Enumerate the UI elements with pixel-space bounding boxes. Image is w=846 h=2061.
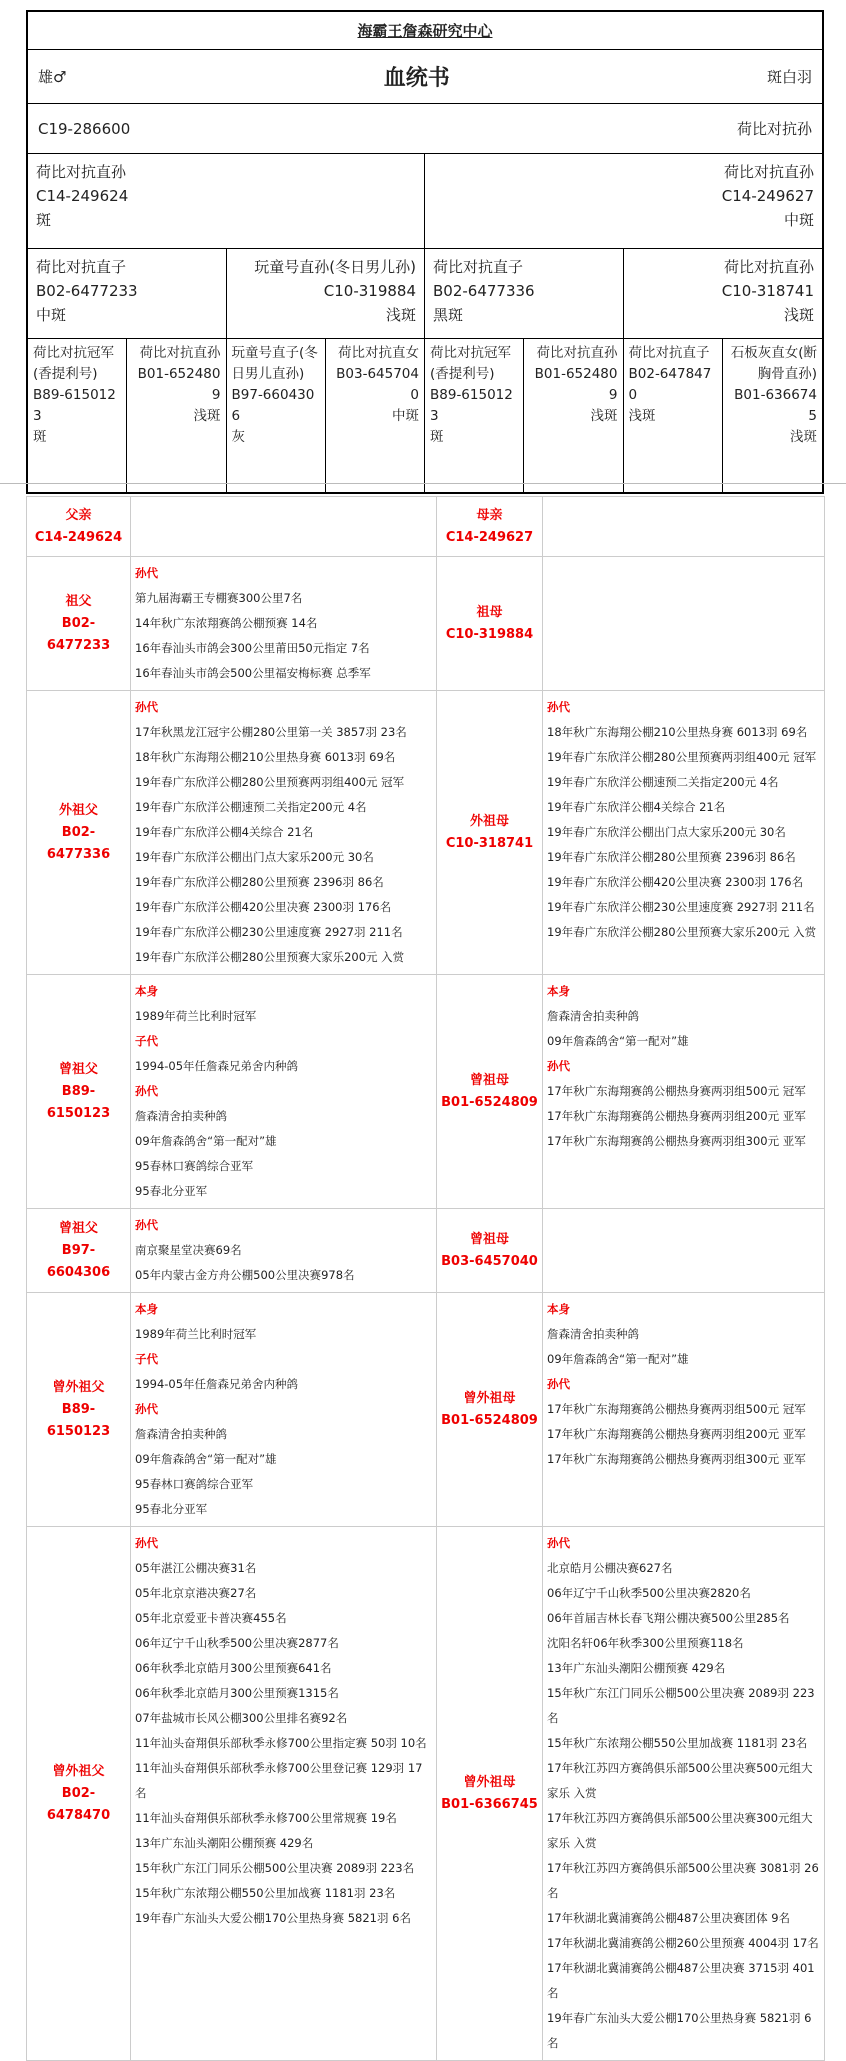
relation-label: 曾祖父 <box>58 1220 98 1236</box>
ancestor-label-cell <box>27 1209 131 1293</box>
achievement-line: 19年春广东汕头大爱公棚170公里热身赛 5821羽 6名 <box>135 1911 411 1925</box>
achievement-line: 19年春广东欣洋公棚280公里预赛两羽组400元 冠军 <box>547 750 817 764</box>
section-heading: 孙代 <box>547 1377 570 1391</box>
achievement-line: 13年广东汕头潮阳公棚预赛 429名 <box>135 1836 314 1850</box>
ancestor-color: 中斑 <box>783 211 814 229</box>
ancestor-color: 中斑 <box>392 408 419 424</box>
achievements-cell <box>131 497 437 557</box>
ancestor-label-cell <box>27 691 131 975</box>
record-row <box>27 1527 825 2061</box>
achievement-line: 詹森清舍拍卖种鸽 <box>547 1009 639 1023</box>
ancestor-color: 斑 <box>36 211 52 229</box>
achievement-line: 95春林口赛鸽综合亚军 <box>135 1159 254 1173</box>
achievement-line: 19年春广东欣洋公棚4关综合 21名 <box>135 825 314 839</box>
relation-label: 祖父 <box>65 593 92 609</box>
achievement-line: 13年广东汕头潮阳公棚预赛 429名 <box>547 1661 726 1675</box>
ancestor-cell <box>624 249 823 338</box>
center-title[interactable]: 海霸王詹森研究中心 <box>357 22 493 40</box>
relation-ring: B89-6150123 <box>46 1401 111 1439</box>
center-title-row <box>28 12 822 50</box>
ancestor-cell <box>524 339 623 492</box>
relation-label: 父亲 <box>65 507 92 523</box>
achievement-line: 11年汕头奋翔俱乐部秋季永修700公里常规赛 19名 <box>135 1811 397 1825</box>
achievement-line: 1989年荷兰比利时冠军 <box>135 1009 257 1023</box>
achievement-line: 19年春广东欣洋公棚280公里预赛大家乐200元 入赏 <box>547 925 817 939</box>
section-divider <box>0 483 846 484</box>
ancestor-label-cell <box>27 1527 131 2061</box>
achievements-cell <box>543 1293 825 1527</box>
relation-ring: C10-318741 <box>445 835 534 851</box>
document-title: 血统书 <box>383 66 450 91</box>
ancestor-cell <box>227 249 426 338</box>
achievement-line: 17年秋广东海翔赛鸽公棚热身赛两羽组300元 亚军 <box>547 1134 806 1148</box>
ancestry-records-table <box>26 496 825 2061</box>
ancestor-color: 浅斑 <box>783 306 814 324</box>
achievement-line: 15年秋广东江门同乐公棚500公里决赛 2089羽 223名 <box>135 1861 415 1875</box>
parents-row <box>28 154 822 249</box>
record-row <box>27 975 825 1209</box>
ancestor-color: 灰 <box>231 429 245 445</box>
section-heading: 孙代 <box>135 566 158 580</box>
record-row <box>27 691 825 975</box>
ancestor-cell <box>723 339 822 492</box>
achievement-line: 19年春广东欣洋公棚280公里预赛两羽组400元 冠军 <box>135 775 405 789</box>
ancestor-ring: C14-249627 <box>721 187 814 205</box>
achievement-line: 17年秋江苏四方赛鸽俱乐部500公里决赛 3081羽 26名 <box>547 1861 819 1900</box>
achievement-line: 17年秋广东海翔赛鸽公棚热身赛两羽组500元 冠军 <box>547 1402 806 1416</box>
relation-label: 祖母 <box>476 604 503 620</box>
achievement-line: 18年秋广东海翔公棚210公里热身赛 6013羽 69名 <box>547 725 808 739</box>
ancestor-name: 石板灰直女(断胸骨直孙) <box>730 345 817 382</box>
ancestor-name: 荷比对抗直子 <box>628 345 710 361</box>
record-row <box>27 557 825 691</box>
section-heading: 孙代 <box>135 1218 158 1232</box>
achievement-line: 09年詹森鸽舍“第一配对”雄 <box>135 1452 277 1466</box>
ancestor-label-cell <box>27 1293 131 1527</box>
achievement-line: 17年秋广东海翔赛鸽公棚热身赛两羽组200元 亚军 <box>547 1109 806 1123</box>
ancestor-cell <box>127 339 226 492</box>
achievements-cell <box>543 1209 825 1293</box>
achievement-line: 19年春广东欣洋公棚出门点大家乐200元 30名 <box>135 850 374 864</box>
achievement-line: 19年春广东欣洋公棚230公里速度赛 2927羽 211名 <box>135 925 403 939</box>
ancestor-ring: B01-6524809 <box>137 366 221 403</box>
ancestor-ring: B02-6478470 <box>628 366 712 403</box>
ancestor-name: 荷比对抗冠军(香提利号) <box>430 345 511 382</box>
achievements-cell <box>543 691 825 975</box>
relation-ring: B97-6604306 <box>46 1242 111 1280</box>
relation-label: 曾外祖父 <box>52 1763 105 1779</box>
ancestor-color: 浅斑 <box>590 408 618 424</box>
achievement-line: 19年春广东欣洋公棚4关综合 21名 <box>547 800 726 814</box>
ancestor-name: 荷比对抗直女 <box>338 345 419 361</box>
achievement-line: 19年春广东欣洋公棚速预二关指定200元 4名 <box>135 800 367 814</box>
achievement-line: 15年秋广东江门同乐公棚500公里决赛 2089羽 223名 <box>547 1686 815 1725</box>
relation-ring: B89-6150123 <box>46 1083 111 1121</box>
achievement-line: 17年秋湖北冀浦赛鸽公棚487公里决赛 3715羽 401名 <box>547 1961 815 2000</box>
achievement-line: 95春林口赛鸽综合亚军 <box>135 1477 254 1491</box>
achievement-line: 詹森清舍拍卖种鸽 <box>547 1327 639 1341</box>
achievement-line: 19年春广东欣洋公棚280公里预赛大家乐200元 入赏 <box>135 950 405 964</box>
ancestor-color: 浅斑 <box>628 408 656 424</box>
ancestor-ring: C14-249624 <box>36 187 129 205</box>
achievement-line: 17年秋广东海翔赛鸽公棚热身赛两羽组200元 亚军 <box>547 1427 806 1441</box>
achievement-line: 北京皓月公棚决赛627名 <box>547 1561 673 1575</box>
ancestor-color: 斑 <box>430 429 444 445</box>
achievement-line: 17年秋江苏四方赛鸽俱乐部500公里决赛300元组大家乐 入赏 <box>547 1811 813 1850</box>
ancestor-name: 荷比对抗直孙 <box>536 345 618 361</box>
relation-ring: C10-319884 <box>445 626 534 642</box>
achievement-line: 19年春广东欣洋公棚230公里速度赛 2927羽 211名 <box>547 900 815 914</box>
relation-ring: B02-6477336 <box>46 824 111 862</box>
achievement-line: 19年春广东欣洋公棚280公里预赛 2396羽 86名 <box>547 850 796 864</box>
ancestor-label-cell <box>27 557 131 691</box>
achievement-line: 15年秋广东浓翔公棚550公里加战赛 1181羽 23名 <box>135 1886 396 1900</box>
ancestor-ring: B97-6604306 <box>231 387 315 424</box>
ancestor-label-cell <box>437 691 543 975</box>
achievement-line: 17年秋黑龙江冠宇公棚280公里第一关 3857羽 23名 <box>135 725 407 739</box>
relation-label: 母亲 <box>476 507 503 523</box>
ancestor-label-cell <box>437 1209 543 1293</box>
ancestor-cell <box>28 249 227 338</box>
pedigree-chart <box>26 10 824 494</box>
ancestor-color: 浅斑 <box>790 429 817 445</box>
achievement-line: 1994-05年任詹森兄弟舍内种鸽 <box>135 1377 299 1391</box>
section-heading: 本身 <box>135 984 158 998</box>
ring-number: C19-286600 <box>38 119 131 138</box>
achievement-line: 17年秋广东海翔赛鸽公棚热身赛两羽组500元 冠军 <box>547 1084 806 1098</box>
section-heading: 孙代 <box>547 1536 570 1550</box>
ancestor-name: 荷比对抗冠军(香提利号) <box>33 345 114 382</box>
achievement-line: 1989年荷兰比利时冠军 <box>135 1327 257 1341</box>
section-heading: 孙代 <box>135 1084 158 1098</box>
achievement-line: 06年辽宁千山秋季500公里决赛2820名 <box>547 1586 751 1600</box>
color-label: 斑白羽 <box>766 68 812 86</box>
achievement-line: 05年内蒙古金方舟公棚500公里决赛978名 <box>135 1268 355 1282</box>
ancestor-ring: C10-319884 <box>323 282 416 300</box>
ancestor-label-cell <box>27 497 131 557</box>
ancestor-ring: B89-6150123 <box>430 387 513 424</box>
achievements-cell <box>131 557 437 691</box>
achievement-line: 05年湛江公棚决赛31名 <box>135 1561 257 1575</box>
relation-ring: B01-6524809 <box>441 1094 538 1110</box>
ring-row <box>28 104 822 154</box>
record-row <box>27 497 825 557</box>
achievement-line: 15年秋广东浓翔公棚550公里加战赛 1181羽 23名 <box>547 1736 808 1750</box>
section-heading: 孙代 <box>547 1059 570 1073</box>
section-heading: 孙代 <box>135 700 158 714</box>
ancestor-cell <box>425 154 822 248</box>
achievements-cell <box>131 1293 437 1527</box>
ancestor-name: 荷比对抗直孙 <box>723 163 814 181</box>
achievements-cell <box>131 1527 437 2061</box>
relation-label: 曾祖父 <box>58 1061 98 1077</box>
ancestor-color: 黑斑 <box>433 306 464 324</box>
ancestor-label-cell <box>437 1527 543 2061</box>
achievement-line: 09年詹森鸽舍“第一配对”雄 <box>547 1034 689 1048</box>
ancestor-ring: B02-6477336 <box>433 282 535 300</box>
achievement-line: 07年盐城市长风公棚300公里排名赛92名 <box>135 1711 348 1725</box>
relation-label: 外祖母 <box>469 813 509 829</box>
achievement-line: 19年春广东欣洋公棚420公里决赛 2300羽 176名 <box>547 875 804 889</box>
achievements-cell <box>131 1209 437 1293</box>
achievements-cell <box>543 557 825 691</box>
achievement-line: 16年春汕头市鸽会500公里福安梅标赛 总季军 <box>135 666 371 680</box>
ancestor-ring: B01-6524809 <box>534 366 618 403</box>
achievement-line: 第九届海霸王专棚赛300公里7名 <box>135 591 303 605</box>
achievement-line: 16年春汕头市鸽会300公里莆田50元指定 7名 <box>135 641 370 655</box>
relation-label: 曾祖母 <box>469 1072 509 1088</box>
ancestor-ring: B03-6457040 <box>336 366 419 403</box>
great-grandparents-row <box>28 339 822 492</box>
relation-ring: C14-249627 <box>445 529 534 545</box>
relation-ring: B02-6477233 <box>46 615 111 653</box>
achievement-line: 詹森清舍拍卖种鸽 <box>135 1427 227 1441</box>
achievements-cell <box>543 1527 825 2061</box>
achievement-line: 14年秋广东浓翔赛鸽公棚预赛 14名 <box>135 616 318 630</box>
section-heading: 孙代 <box>135 1536 158 1550</box>
achievement-line: 09年詹森鸽舍“第一配对”雄 <box>135 1134 277 1148</box>
section-heading: 孙代 <box>547 700 570 714</box>
achievements-cell <box>131 691 437 975</box>
ancestor-name: 玩童号直孙(冬日男儿孙) <box>254 258 416 276</box>
relation-label: 外祖父 <box>58 802 98 818</box>
header-row <box>28 50 822 104</box>
achievements-cell <box>131 975 437 1209</box>
achievement-line: 17年秋湖北冀浦赛鸽公棚260公里预赛 4004羽 17名 <box>547 1936 819 1950</box>
achievement-line: 95春北分亚军 <box>135 1502 208 1516</box>
section-heading: 子代 <box>135 1352 158 1366</box>
relation-ring: B01-6366745 <box>441 1796 538 1812</box>
ancestor-color: 浅斑 <box>193 408 221 424</box>
strain-label: 荷比对抗孙 <box>736 120 812 138</box>
ancestor-name: 荷比对抗直孙 <box>139 345 221 361</box>
relation-label: 曾外祖父 <box>52 1379 105 1395</box>
achievement-line: 11年汕头奋翔俱乐部秋季永修700公里指定赛 50羽 10名 <box>135 1736 427 1750</box>
ancestor-label-cell <box>437 1293 543 1527</box>
achievement-line: 沈阳名轩06年秋季300公里预赛118名 <box>547 1636 744 1650</box>
ancestor-name: 荷比对抗直子 <box>433 258 524 276</box>
achievement-line: 09年詹森鸽舍“第一配对”雄 <box>547 1352 689 1366</box>
record-row <box>27 1209 825 1293</box>
achievement-line: 05年北京爱亚卡普决赛455名 <box>135 1611 287 1625</box>
ancestor-cell <box>227 339 326 492</box>
achievement-line: 06年首届吉林长春飞翔公棚决赛500公里285名 <box>547 1611 790 1625</box>
relation-ring: B03-6457040 <box>441 1253 538 1269</box>
achievement-line: 1994-05年任詹森兄弟舍内种鸽 <box>135 1059 299 1073</box>
ancestor-name: 玩童号直子(冬日男儿直孙) <box>231 345 318 382</box>
ancestor-cell <box>624 339 723 492</box>
achievement-line: 19年春广东欣洋公棚速预二关指定200元 4名 <box>547 775 779 789</box>
grandparents-row <box>28 249 822 339</box>
achievement-line: 詹森清舍拍卖种鸽 <box>135 1109 227 1123</box>
sex-label: 雄♂ <box>38 68 67 86</box>
achievements-cell <box>543 497 825 557</box>
achievement-line: 06年辽宁千山秋季500公里决赛2877名 <box>135 1636 339 1650</box>
relation-label: 曾外祖母 <box>463 1774 516 1790</box>
achievement-line: 05年北京京港决赛27名 <box>135 1586 257 1600</box>
ancestor-ring: B02-6477233 <box>36 282 138 300</box>
achievement-line: 17年秋湖北冀浦赛鸽公棚487公里决赛团体 9名 <box>547 1911 791 1925</box>
achievements-cell <box>543 975 825 1209</box>
achievement-line: 11年汕头奋翔俱乐部秋季永修700公里登记赛 129羽 17名 <box>135 1761 423 1800</box>
ancestor-cell <box>425 339 524 492</box>
ancestor-color: 浅斑 <box>385 306 416 324</box>
achievement-line: 95春北分亚军 <box>135 1184 208 1198</box>
ancestor-name: 荷比对抗直孙 <box>36 163 127 181</box>
achievement-line: 17年秋江苏四方赛鸽俱乐部500公里决赛500元组大家乐 入赏 <box>547 1761 813 1800</box>
ancestor-ring: C10-318741 <box>721 282 814 300</box>
ancestor-cell <box>28 154 425 248</box>
achievement-line: 19年春广东欣洋公棚出门点大家乐200元 30名 <box>547 825 786 839</box>
relation-label: 曾外祖母 <box>463 1390 516 1406</box>
relation-ring: C14-249624 <box>34 529 123 545</box>
record-row <box>27 1293 825 1527</box>
ancestor-label-cell <box>437 557 543 691</box>
section-heading: 本身 <box>547 1302 570 1316</box>
ancestor-cell <box>425 249 624 338</box>
achievement-line: 19年春广东欣洋公棚420公里决赛 2300羽 176名 <box>135 900 392 914</box>
section-heading: 孙代 <box>135 1402 158 1416</box>
ancestor-ring: B89-6150123 <box>33 387 116 424</box>
achievement-line: 17年秋广东海翔赛鸽公棚热身赛两羽组300元 亚军 <box>547 1452 806 1466</box>
ancestor-name: 荷比对抗直孙 <box>723 258 814 276</box>
ancestor-cell <box>326 339 425 492</box>
relation-ring: B02-6478470 <box>46 1785 111 1823</box>
achievement-line: 19年春广东汕头大爱公棚170公里热身赛 5821羽 6名 <box>547 2011 812 2050</box>
achievement-line: 18年秋广东海翔公棚210公里热身赛 6013羽 69名 <box>135 750 396 764</box>
achievement-line: 南京聚星堂决赛69名 <box>135 1243 242 1257</box>
ancestor-ring: B01-6366745 <box>734 387 817 424</box>
ancestor-color: 中斑 <box>36 306 67 324</box>
section-heading: 本身 <box>135 1302 158 1316</box>
achievement-line: 06年秋季北京皓月300公里预赛641名 <box>135 1661 332 1675</box>
section-heading: 本身 <box>547 984 570 998</box>
ancestor-color: 斑 <box>33 429 47 445</box>
ancestor-cell <box>28 339 127 492</box>
relation-ring: B01-6524809 <box>441 1412 538 1428</box>
relation-label: 曾祖母 <box>469 1231 509 1247</box>
achievement-line: 06年秋季北京皓月300公里预赛1315名 <box>135 1686 339 1700</box>
ancestor-label-cell <box>27 975 131 1209</box>
ancestor-label-cell <box>437 497 543 557</box>
ancestor-label-cell <box>437 975 543 1209</box>
ancestor-name: 荷比对抗直子 <box>36 258 127 276</box>
achievement-line: 19年春广东欣洋公棚280公里预赛 2396羽 86名 <box>135 875 384 889</box>
section-heading: 子代 <box>135 1034 158 1048</box>
